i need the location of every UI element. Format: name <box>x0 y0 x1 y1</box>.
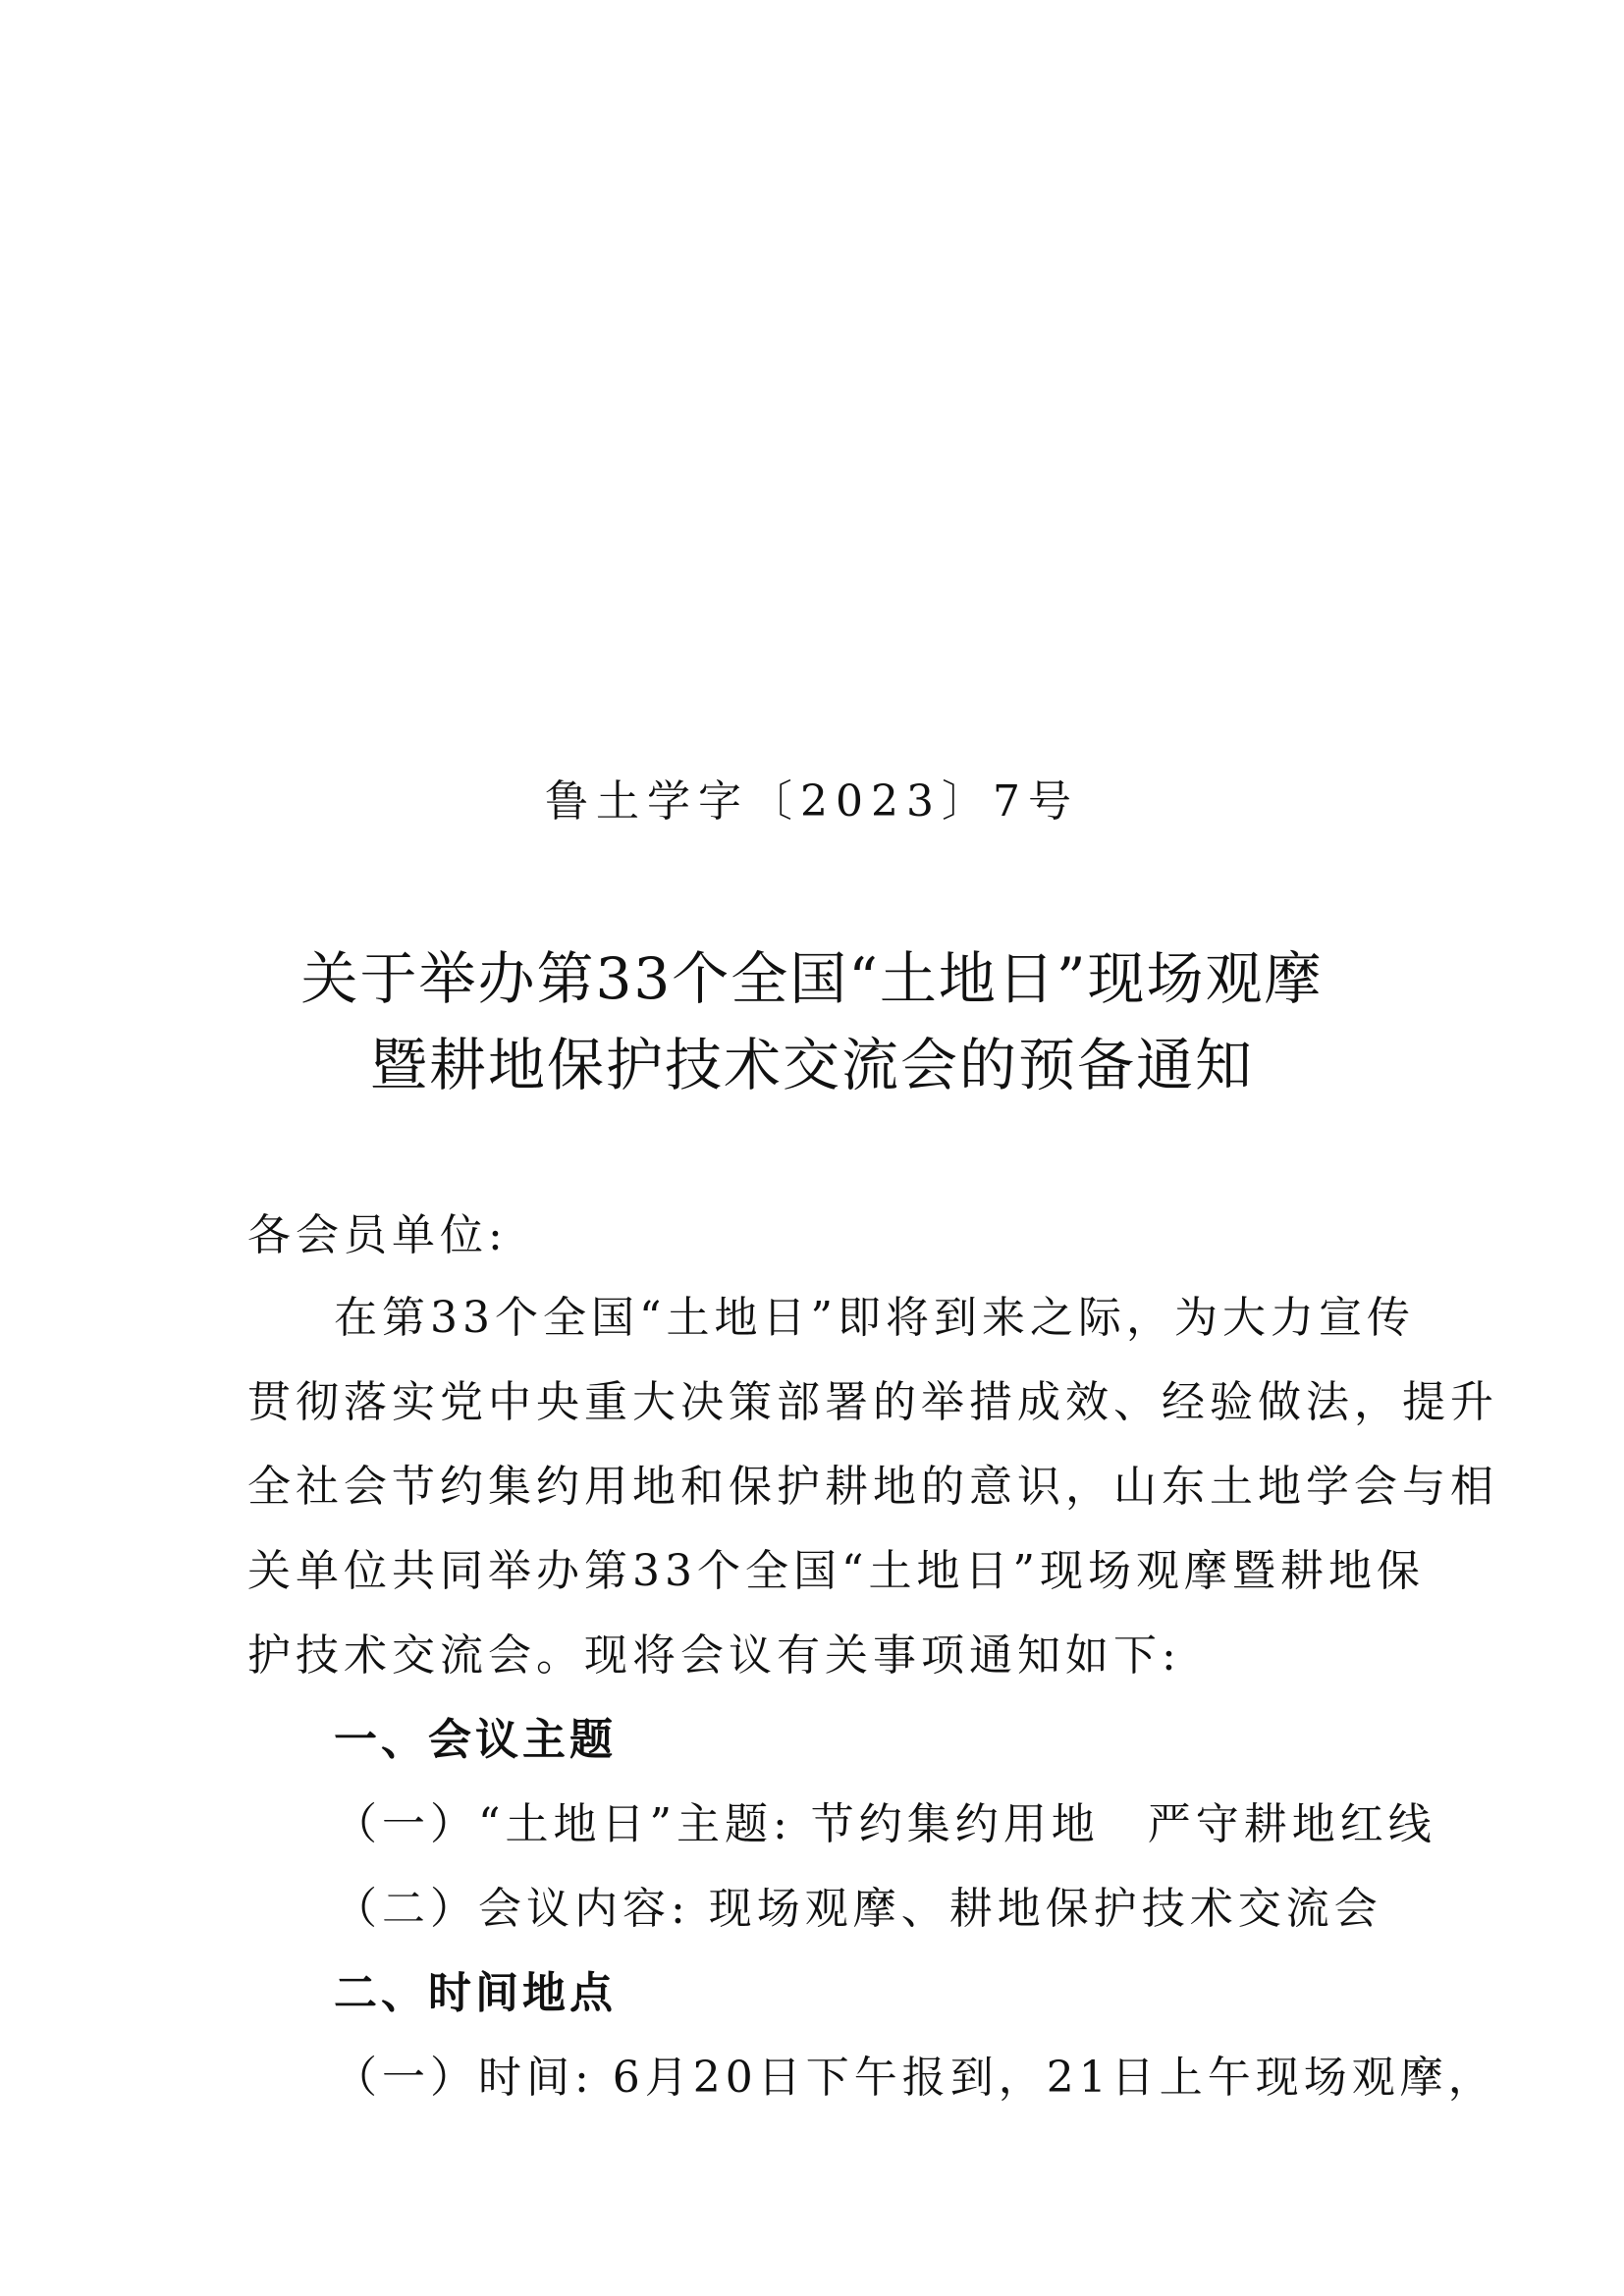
document-number: 鲁土学字〔2023〕7号 <box>545 776 1079 827</box>
intro-line-3: 全社会节约集约用地和保护耕地的意识，山东土地学会与相 <box>247 1462 1498 1512</box>
intro-line-2: 贯彻落实党中央重大决策部署的举措成效、经验做法，提升 <box>247 1377 1498 1427</box>
salutation: 各会员单位: <box>247 1210 508 1260</box>
intro-line-4: 关单位共同举办第33个全国“土地日”现场观摩暨耕地保 <box>247 1546 1425 1596</box>
section-2-item-1: （一）时间: 6月20日下午报到，21日上午现场观摩， <box>334 2053 1496 2103</box>
intro-line-5: 护技术交流会。现将会议有关事项通知如下: <box>247 1630 1181 1681</box>
section-1-item-2: （二）会议内容: 现场观摩、耕地保护技术交流会 <box>334 1884 1382 1934</box>
section-1-heading: 一、会议主题 <box>334 1715 617 1765</box>
section-2-heading: 二、时间地点 <box>334 1968 617 2018</box>
section-1-item-1: （一）“土地日”主题: 节约集约用地 严守耕地红线 <box>334 1799 1436 1849</box>
document-title-line-2: 暨耕地保护技术交流会的预备通知 <box>369 1032 1254 1098</box>
intro-line-1: 在第33个全国“土地日”即将到来之际，为大力宣传 <box>334 1293 1415 1343</box>
document-title-line-1: 关于举办第33个全国“土地日”现场观摩 <box>300 945 1324 1012</box>
